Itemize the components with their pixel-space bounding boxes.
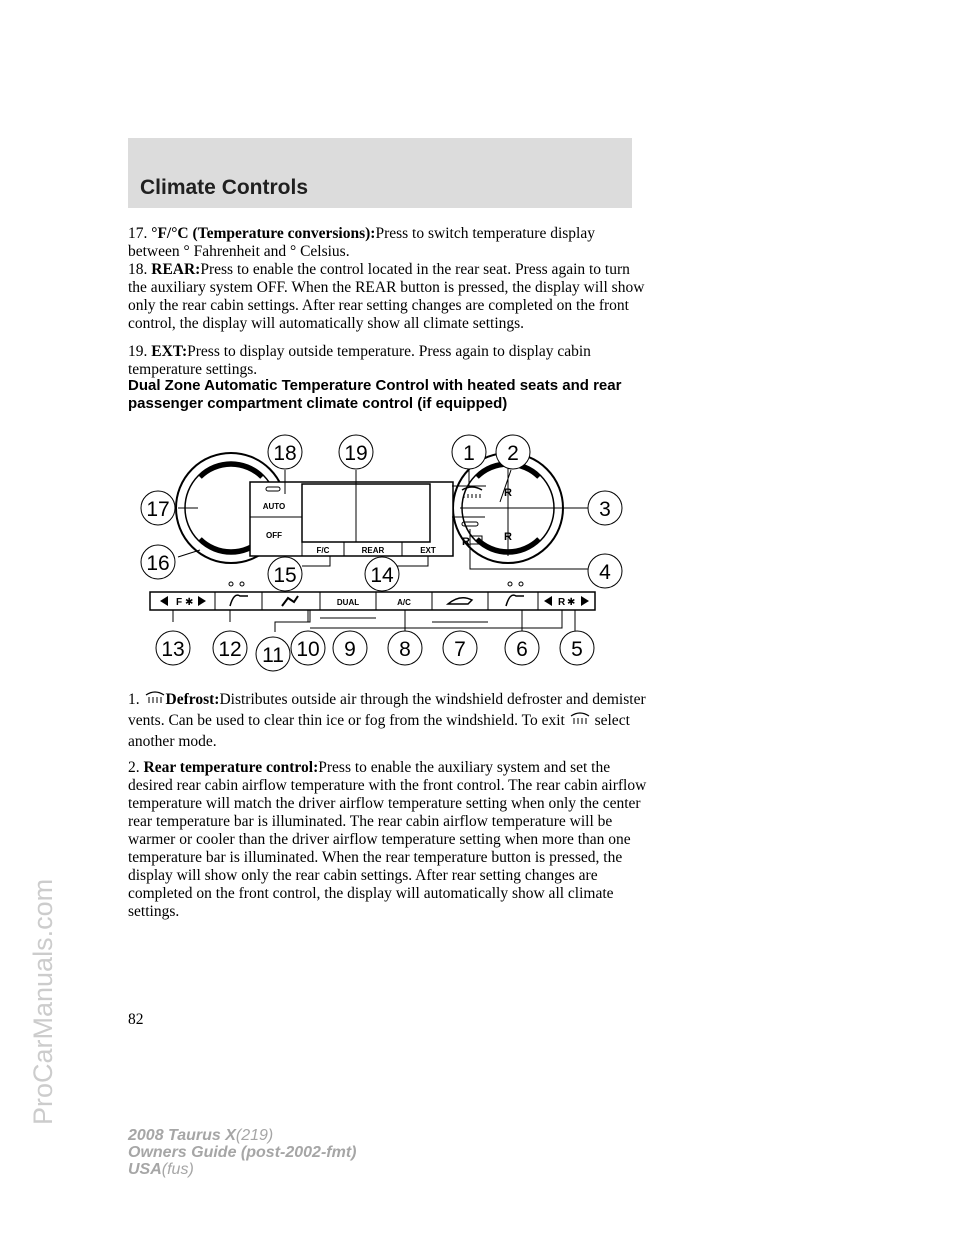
- item-label: °F/°C (Temperature conversions):: [151, 225, 376, 242]
- svg-text:5: 5: [571, 638, 583, 661]
- item-label: EXT:: [151, 343, 188, 360]
- item-text-a: Distributes outside air through the windshield defroster and demister vents. Can be used to clear thin ice or fog from the windshield. To exit: [128, 691, 646, 729]
- footer-guide: Owners Guide (post-2002-fmt): [128, 1144, 357, 1161]
- svg-text:3: 3: [599, 498, 611, 521]
- callout-17: [141, 491, 175, 525]
- callout-12: [213, 631, 247, 665]
- defrost-icon: [144, 690, 166, 706]
- item-19: [128, 343, 648, 379]
- footer-model-code: (219): [235, 1127, 274, 1144]
- item-1: [128, 689, 648, 752]
- callout-19: [339, 435, 373, 469]
- svg-text:17: 17: [146, 498, 170, 521]
- footer-model: 2008 Taurus X: [128, 1127, 236, 1144]
- callout-11: [256, 637, 290, 671]
- svg-text:1: 1: [463, 442, 475, 465]
- footer-market: USA: [128, 1161, 162, 1178]
- svg-text:12: 12: [218, 638, 242, 661]
- item-17: [128, 225, 648, 261]
- section-heading: Dual Zone Automatic Temperature Control with heated seats and rear passenger compartment climate control (if equipped): [128, 377, 622, 412]
- svg-text:18: 18: [273, 442, 297, 465]
- off-button[interactable]: OFF: [266, 531, 282, 540]
- defrost-icon[interactable]: [462, 487, 482, 490]
- callout-4: [588, 554, 622, 588]
- callout-14: [365, 557, 399, 591]
- svg-text:11: 11: [262, 644, 284, 667]
- rear-defrost-label: R: [462, 536, 470, 548]
- svg-text:6: 6: [516, 638, 528, 661]
- item-text: Press to display outside temperature. Press again to display cabin temperature settings.: [128, 343, 591, 378]
- svg-text:14: 14: [370, 564, 394, 587]
- callout-6: [505, 631, 539, 665]
- footer-market-code: (fus): [161, 1161, 194, 1178]
- r-knob-top-label: R: [504, 487, 512, 499]
- item-text: Press to enable the auxiliary system and set the desired rear cabin airflow temperature with the front control. The rear cabin airflow temperature will match the driver airflow temperature setting when only the center rear temperature bar is illuminated. The rear cabin airflow temperature will be warmer or cooler than the driver airflow temperature setting when more than one temperature bar is illuminated. When the rear temperature button is pressed, the display will show only the rear cabin settings. After rear setting changes are completed on the front control, the display will automatically show all climate settings.: [128, 759, 647, 920]
- front-fan-label: F: [176, 597, 183, 608]
- defrost-icon: [569, 711, 591, 727]
- item-18: [128, 261, 648, 333]
- item-number: 1.: [128, 691, 140, 708]
- callout-1: [452, 435, 486, 469]
- footer: [128, 1127, 356, 1178]
- item-number: 17.: [128, 225, 148, 242]
- svg-text:10: 10: [296, 638, 320, 661]
- item-2: [128, 759, 648, 921]
- fc-button[interactable]: F/C: [316, 546, 330, 555]
- page-title: Climate Controls: [140, 176, 309, 199]
- item-label: REAR:: [151, 261, 201, 278]
- climate-control-diagram: [130, 432, 630, 672]
- svg-text:7: 7: [454, 638, 466, 661]
- callout-10: [291, 631, 325, 665]
- callout-18: [268, 435, 302, 469]
- watermark: ProCarManuals.com: [28, 878, 58, 1125]
- dual-button[interactable]: DUAL: [336, 598, 360, 607]
- r-knob-bottom-label: R: [504, 531, 512, 543]
- callout-15: [268, 557, 302, 591]
- callout-9: [333, 631, 367, 665]
- rear-fan-icon: ✱: [567, 597, 576, 608]
- svg-text:4: 4: [599, 561, 611, 584]
- rear-button[interactable]: REAR: [361, 546, 385, 555]
- callout-7: [443, 631, 477, 665]
- item-label: Rear temperature control:: [143, 759, 319, 776]
- bottom-button-strip: [150, 592, 595, 610]
- svg-text:9: 9: [344, 638, 356, 661]
- item-text-b: select another mode.: [128, 712, 630, 750]
- item-text: Press to switch temperature display between ° Fahrenheit and ° Celsius.: [128, 225, 595, 260]
- page-number: 82: [128, 1011, 144, 1028]
- svg-text:15: 15: [273, 564, 297, 587]
- callout-13: [156, 631, 190, 665]
- item-label: Defrost:: [165, 691, 220, 708]
- ext-button[interactable]: EXT: [420, 546, 436, 555]
- callout-2: [496, 435, 530, 469]
- callout-16: [141, 545, 175, 579]
- callout-5: [560, 631, 594, 665]
- callout-3: [588, 491, 622, 525]
- item-number: 2.: [128, 759, 140, 776]
- item-number: 18.: [128, 261, 148, 278]
- rear-fan-label: R: [558, 597, 566, 608]
- item-text: Press to enable the control located in the rear seat. Press again to turn the auxiliary system OFF. When the REAR button is pressed, the display will show only the rear cabin settings. After rear setting changes are completed on the front control, the display will automatically show all climate settings.: [128, 261, 645, 332]
- item-number: 19.: [128, 343, 148, 360]
- callout-8: [388, 631, 422, 665]
- svg-text:8: 8: [399, 638, 411, 661]
- ac-button[interactable]: A/C: [397, 598, 411, 607]
- svg-text:13: 13: [161, 638, 185, 661]
- svg-text:16: 16: [146, 552, 170, 575]
- auto-button[interactable]: AUTO: [262, 502, 286, 511]
- svg-text:2: 2: [507, 442, 519, 465]
- svg-text:19: 19: [344, 442, 368, 465]
- fan-icon: ✱: [185, 597, 194, 608]
